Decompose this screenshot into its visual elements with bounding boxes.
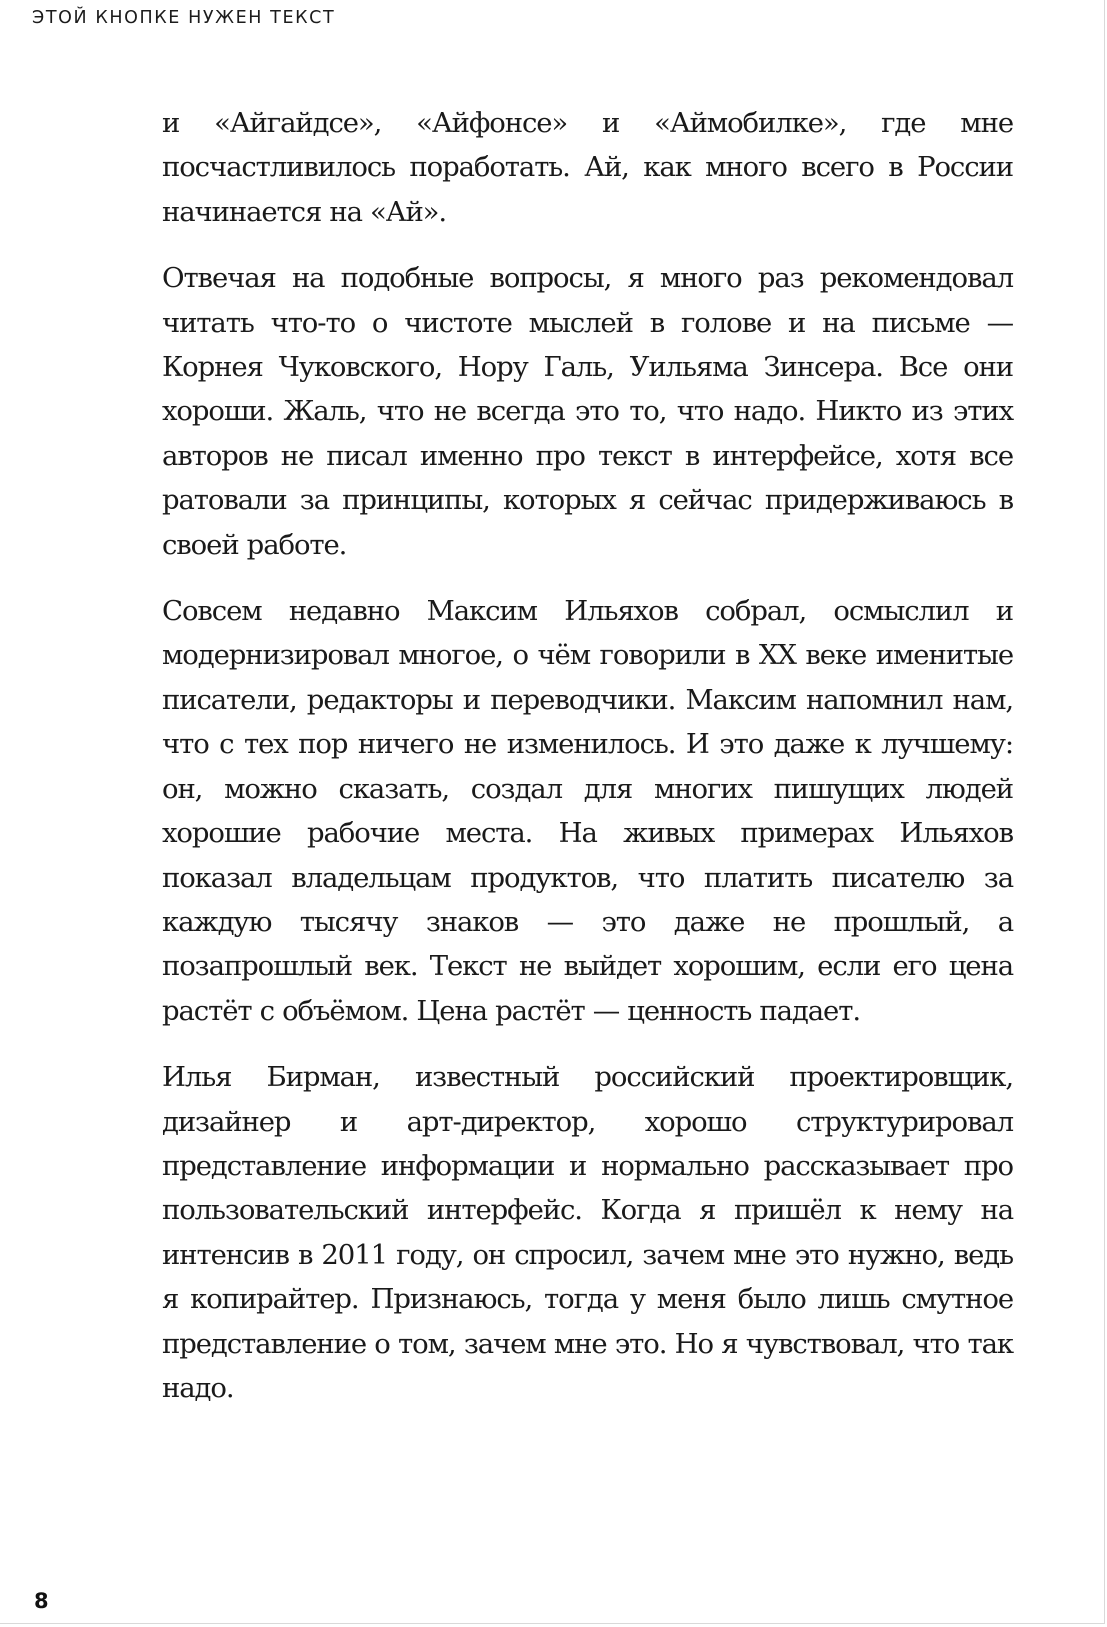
body-text	[162, 101, 1013, 1432]
running-header: ЭТОЙ КНОПКЕ НУЖЕН ТЕКСТ	[32, 8, 336, 28]
page-number: 8	[34, 1589, 49, 1613]
paragraph: Отвечая на подобные вопросы, я много раз рекомендовал читать что-то о чистоте мыслей в голове и на письме — Корнея Чуковского, Нору Галь, Уильяма Зинсера. Все они хороши. Жаль, что не всегда это то, что надо. Никто из этих авторов не писал именно про текст в интерфейсе, хотя все ратовали за принципы, которых я сейчас придерживаюсь в своей работе.	[162, 262, 1013, 561]
paragraph: Совсем недавно Максим Ильяхов собрал, осмыслил и модернизировал многое, о чём говорили в XX веке именитые писатели, редакторы и переводчики. Максим напомнил нам, что с тех пор ничего не изменилось. И это даже к лучшему: он, можно сказать, создал для многих пишущих людей хорошие рабочие места. На живых примерах Ильяхов показал владельцам продуктов, что платить писателю за каждую тысячу знаков — это даже не прошлый, а позапрошлый век. Текст не выйдет хорошим, если его цена растёт с объёмом. Цена растёт — ценность падает.	[162, 595, 1013, 1027]
paragraph: Илья Бирман, известный российский проектировщик, дизайнер и арт-директор, хорошо структурировал представление информации и нормально рассказывает про пользовательский интерфейс. Когда я пришёл к нему на интенсив в 2011 году, он спросил, зачем мне это нужно, ведь я копирайтер. Признаюсь, тогда у меня было лишь смутное представление о том, зачем мне это. Но я чувствовал, что так надо.	[162, 1061, 1013, 1404]
paragraph: и «Айгайдсе», «Айфонсе» и «Аймобилке», где мне посчастливилось поработать. Ай, как много всего в России начинается на «Ай».	[162, 107, 1013, 228]
